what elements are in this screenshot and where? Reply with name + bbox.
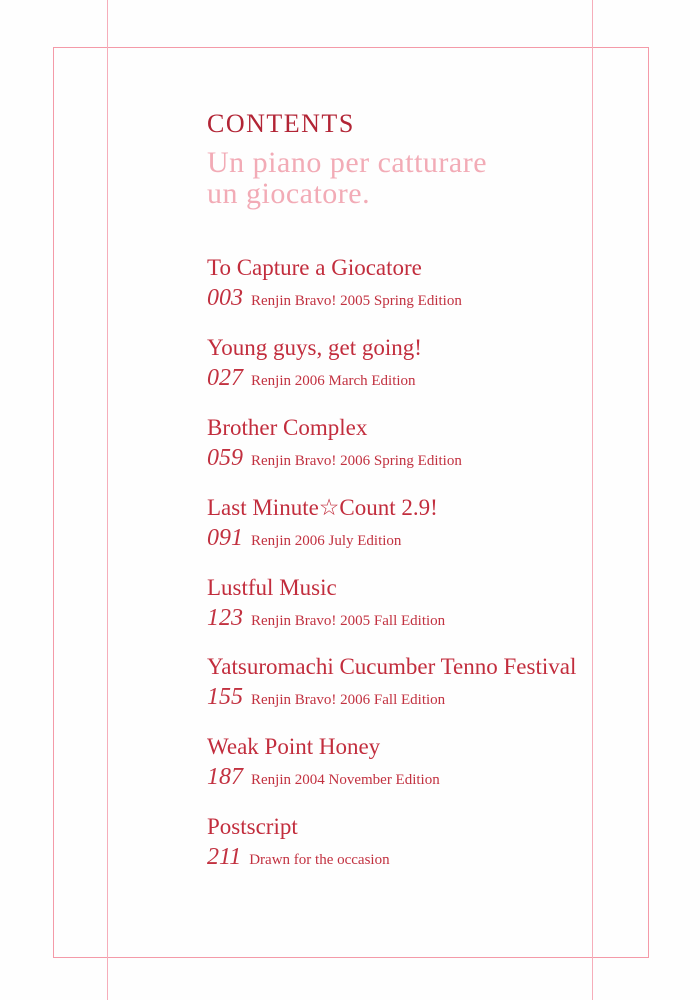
entry-page-number: 187 [207, 764, 243, 791]
entry-publication [207, 765, 647, 792]
entry-title: Yatsuromachi Cucumber Tenno Festival [207, 654, 577, 680]
toc-entry [207, 575, 647, 655]
entry-publication [207, 366, 647, 393]
toc-entry [207, 255, 647, 335]
toc-entry [207, 654, 647, 734]
toc-entry [207, 415, 647, 495]
toc-entries [207, 255, 647, 894]
entry-title: Postscript [207, 814, 298, 840]
entry-publication [207, 286, 647, 313]
entry-page-number: 091 [207, 524, 243, 551]
entry-publication [207, 606, 647, 633]
entry-source: Renjin Bravo! 2006 Spring Edition [251, 452, 462, 469]
subtitle [207, 147, 627, 209]
entry-title: To Capture a Giocatore [207, 255, 422, 280]
entry-publication [207, 526, 647, 553]
entry-source: Renjin Bravo! 2005 Fall Edition [251, 612, 446, 629]
entry-source: Renjin 2006 July Edition [251, 532, 402, 549]
entry-page-number: 059 [207, 444, 243, 471]
entry-publication [207, 845, 647, 872]
toc-entry [207, 814, 647, 894]
entry-publication [207, 685, 647, 712]
left-margin-rule [107, 0, 108, 1000]
toc-entry [207, 335, 647, 415]
subtitle-line-2: un giocatore. [207, 177, 371, 210]
page-title: CONTENTS [207, 109, 355, 138]
entry-source: Renjin Bravo! 2005 Spring Edition [251, 293, 462, 309]
entry-title: Weak Point Honey [207, 734, 381, 760]
entry-page-number: 027 [207, 364, 243, 391]
entry-source: Renjin 2004 November Edition [251, 772, 440, 789]
entry-source: Drawn for the occasion [249, 852, 390, 869]
toc-entry [207, 495, 647, 575]
entry-title: Brother Complex [207, 414, 368, 440]
toc-entry [207, 734, 647, 814]
entry-page-number: 211 [207, 844, 242, 871]
entry-title: Last Minute☆Count 2.9! [207, 494, 438, 520]
entry-source: Renjin Bravo! 2006 Fall Edition [251, 692, 446, 709]
subtitle-line-1: Un piano per catturare [207, 146, 488, 179]
header-block [207, 110, 627, 209]
entry-title: Lustful Music [207, 574, 337, 600]
entry-title: Young guys, get going! [207, 334, 422, 360]
entry-page-number: 155 [207, 684, 243, 711]
entry-page-number: 123 [207, 604, 243, 631]
entry-page-number: 003 [207, 285, 243, 311]
entry-source: Renjin 2006 March Edition [251, 372, 416, 389]
entry-publication [207, 446, 647, 473]
